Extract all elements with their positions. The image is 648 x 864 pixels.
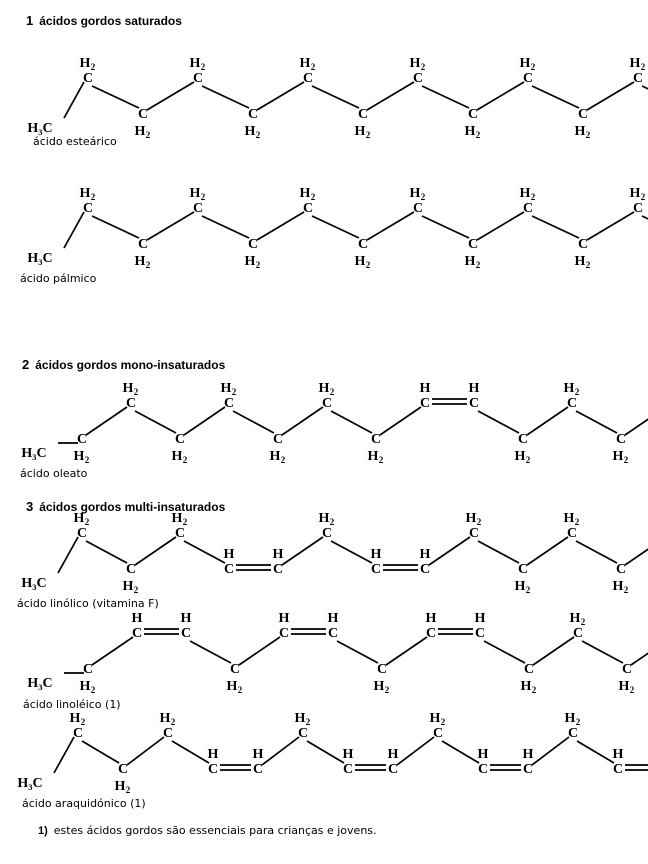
h2-subscript: 2 [329,387,335,397]
h2-label: H [122,381,134,396]
methyl-label: H₃C [21,446,47,461]
h2-label: H [409,186,421,201]
h2-label: H [618,679,630,694]
section-number: 2 [22,357,30,372]
carbon-label: C [82,201,94,216]
h2-label: H [220,381,232,396]
bond-line [631,637,648,665]
bond-line [625,537,648,565]
bond-line [184,541,225,563]
carbon-label: C [302,71,314,86]
h2-label: H [612,579,624,594]
bond-line [642,86,648,108]
carbon-label: C [278,626,290,641]
h2-label: H [574,254,586,269]
carbon-label: C [468,396,480,411]
carbon-label: C [297,726,309,741]
bond-line [532,86,579,108]
h2-label: H [514,449,526,464]
h2-subscript: 2 [84,455,90,465]
h2-subscript: 2 [575,717,581,727]
bond-line [429,537,470,565]
bond-line [92,86,139,108]
carbon-label: C [162,726,174,741]
h2-subscript: 2 [475,260,481,270]
bond-line [202,216,249,238]
h2-subscript: 2 [378,455,384,465]
h2-label: H [629,186,641,201]
h2-label: H [134,124,146,139]
bond-line [64,212,84,248]
carbon-label: C [76,432,88,447]
h2-label: H [519,56,531,71]
bond-line [577,741,614,763]
h2-subscript: 2 [574,387,580,397]
carbon-label: C [577,237,589,252]
h2-label: H [465,511,477,526]
carbon-label: C [517,432,529,447]
vinyl-hydrogen-label: H [419,547,431,562]
vinyl-hydrogen-label: H [425,611,437,626]
bond-line [190,641,231,663]
structure-linoleic-acid [0,605,648,705]
h2-subscript: 2 [133,387,139,397]
carbon-label: C [82,662,94,677]
footnote [38,824,377,837]
h2-label: H [373,679,385,694]
section-number: 1 [26,13,34,28]
bond-line [532,737,569,765]
h2-subscript: 2 [585,130,591,140]
vinyl-hydrogen-label: H [522,747,534,762]
h2-label: H [79,186,91,201]
h2-subscript: 2 [280,455,286,465]
carbon-label: C [425,626,437,641]
h2-label: H [189,56,201,71]
bond-line [367,212,414,240]
h2-subscript: 2 [329,517,335,527]
bond-line [587,212,634,240]
bond-line [184,407,225,435]
bond-line [147,82,194,110]
section-number: 3 [26,499,34,514]
carbon-label: C [137,237,149,252]
carbon-label: C [387,762,399,777]
h2-label: H [294,711,306,726]
caption-stearic-acid: ácido esteárico [33,135,117,148]
h2-label: H [189,186,201,201]
h2-subscript: 2 [476,517,482,527]
h2-label: H [520,679,532,694]
carbon-label: C [370,562,382,577]
section-title: ácidos gordos multi-insaturados [39,500,226,514]
carbon-label: C [76,526,88,541]
methyl-label: H₃C [27,251,53,266]
methyl-label: H₃C [21,576,47,591]
carbon-label: C [632,201,644,216]
bond-line [135,411,176,433]
bond-line [312,216,359,238]
h2-subscript: 2 [629,685,635,695]
bond-line [135,537,176,565]
h2-label: H [226,679,238,694]
carbon-label: C [272,562,284,577]
carbon-label: C [117,762,129,777]
h2-subscript: 2 [580,617,586,627]
carbon-label: C [522,201,534,216]
bond-line [239,637,280,665]
vinyl-hydrogen-label: H [370,547,382,562]
h2-subscript: 2 [530,62,536,72]
bond-line [642,216,648,238]
bond-line [147,212,194,240]
methyl-label: H₃C [27,121,53,136]
h2-label: H [79,56,91,71]
bond-line [331,541,372,563]
carbon-label: C [522,71,534,86]
vinyl-hydrogen-label: H [223,547,235,562]
h2-subscript: 2 [255,260,261,270]
h2-subscript: 2 [90,685,96,695]
h2-label: H [69,711,81,726]
h2-label: H [134,254,146,269]
h2-label: H [354,124,366,139]
carbon-label: C [82,71,94,86]
h2-subscript: 2 [133,585,139,595]
bond-line [282,537,323,565]
bond-line [397,737,434,765]
h2-subscript: 2 [530,192,536,202]
bond-line [386,637,427,665]
carbon-label: C [223,396,235,411]
carbon-label: C [432,726,444,741]
h2-label: H [73,449,85,464]
carbon-label: C [229,662,241,677]
h2-label: H [409,56,421,71]
carbon-label: C [125,396,137,411]
caption-linoleic-acid-vitamin-f: ácido linólico (vitamina F) [17,597,159,610]
carbon-label: C [376,662,388,677]
bond-line [202,86,249,108]
bond-line [367,82,414,110]
h2-label: H [574,124,586,139]
h2-label: H [171,511,183,526]
caption-palmitic-acid: ácido pálmico [20,272,97,285]
bond-line [86,407,127,435]
carbon-label: C [357,237,369,252]
carbon-label: C [566,396,578,411]
carbon-label: C [247,107,259,122]
h2-label: H [318,511,330,526]
bond-line [127,737,164,765]
h2-subscript: 2 [125,785,131,795]
carbon-label: C [467,237,479,252]
h2-label: H [563,381,575,396]
carbon-label: C [327,626,339,641]
h2-label: H [354,254,366,269]
bond-line [307,741,344,763]
h2-subscript: 2 [255,130,261,140]
h2-subscript: 2 [574,517,580,527]
bond-line [422,216,469,238]
bond-line [331,411,372,433]
vinyl-hydrogen-label: H [278,611,290,626]
carbon-label: C [174,526,186,541]
h2-label: H [299,186,311,201]
h2-subscript: 2 [384,685,390,695]
bond-line [478,411,519,433]
bond-line [54,737,74,773]
h2-subscript: 2 [200,192,206,202]
methyl-label: H₃C [17,776,43,791]
carbon-label: C [577,107,589,122]
bond-line [58,537,78,573]
bond-line [625,407,648,435]
carbon-label: C [272,432,284,447]
carbon-label: C [137,107,149,122]
bond-line [282,407,323,435]
h2-subscript: 2 [310,62,316,72]
h2-label: H [171,449,183,464]
vinyl-hydrogen-label: H [387,747,399,762]
carbon-label: C [223,562,235,577]
bond-line [576,541,617,563]
bond-line [64,82,84,118]
bond-line [442,741,479,763]
carbon-label: C [412,71,424,86]
vinyl-hydrogen-label: H [207,747,219,762]
h2-subscript: 2 [182,455,188,465]
h2-label: H [464,254,476,269]
bond-line [532,216,579,238]
section-title: ácidos gordos saturados [39,14,182,28]
h2-subscript: 2 [365,130,371,140]
h2-subscript: 2 [365,260,371,270]
h2-label: H [429,711,441,726]
h2-label: H [299,56,311,71]
h2-subscript: 2 [90,192,96,202]
h2-subscript: 2 [525,585,531,595]
h2-subscript: 2 [170,717,176,727]
carbon-label: C [125,562,137,577]
h2-label: H [569,611,581,626]
carbon-label: C [357,107,369,122]
h2-subscript: 2 [640,192,646,202]
h2-label: H [73,511,85,526]
carbon-label: C [247,237,259,252]
bond-line [533,637,574,665]
h2-label: H [464,124,476,139]
carbon-label: C [370,432,382,447]
h2-label: H [367,449,379,464]
h2-subscript: 2 [623,585,629,595]
h2-subscript: 2 [90,62,96,72]
bond-line [82,741,119,763]
footnote-marker: 1) [38,825,48,837]
carbon-label: C [302,201,314,216]
h2-subscript: 2 [145,130,151,140]
bond-line [172,741,209,763]
section-saturated [26,13,182,28]
carbon-label: C [419,562,431,577]
h2-subscript: 2 [84,517,90,527]
h2-subscript: 2 [200,62,206,72]
bond-line [582,641,623,663]
vinyl-hydrogen-label: H [419,381,431,396]
carbon-label: C [321,396,333,411]
bond-line [92,637,133,665]
vinyl-hydrogen-label: H [477,747,489,762]
carbon-label: C [192,201,204,216]
carbon-label: C [419,396,431,411]
h2-subscript: 2 [440,717,446,727]
carbon-label: C [632,71,644,86]
h2-label: H [612,449,624,464]
vinyl-hydrogen-label: H [327,611,339,626]
bond-line [422,86,469,108]
h2-subscript: 2 [525,455,531,465]
h2-subscript: 2 [420,62,426,72]
h2-label: H [563,511,575,526]
h2-subscript: 2 [145,260,151,270]
carbon-label: C [467,107,479,122]
carbon-label: C [522,762,534,777]
h2-subscript: 2 [623,455,629,465]
carbon-label: C [572,626,584,641]
carbon-label: C [612,762,624,777]
carbon-label: C [207,762,219,777]
caption-arachidonic-acid: ácido araquidónico (1) [22,797,146,810]
carbon-label: C [321,526,333,541]
carbon-label: C [192,71,204,86]
h2-label: H [269,449,281,464]
bond-line [380,407,421,435]
carbon-label: C [252,762,264,777]
h2-label: H [114,779,126,794]
structure-oleic-acid [0,375,648,475]
h2-subscript: 2 [531,685,537,695]
vinyl-hydrogen-label: H [180,611,192,626]
carbon-label: C [621,662,633,677]
footnote-text: estes ácidos gordos são essenciais para crianças e jovens. [53,824,377,837]
carbon-label: C [477,762,489,777]
h2-subscript: 2 [182,517,188,527]
bond-line [576,411,617,433]
carbon-label: C [72,726,84,741]
carbon-label: C [342,762,354,777]
bond-line [478,541,519,563]
bond-line [527,407,568,435]
bond-line [257,82,304,110]
h2-label: H [122,579,134,594]
h2-subscript: 2 [310,192,316,202]
h2-label: H [159,711,171,726]
h2-subscript: 2 [305,717,311,727]
h2-label: H [514,579,526,594]
vinyl-hydrogen-label: H [612,747,624,762]
h2-label: H [318,381,330,396]
carbon-label: C [412,201,424,216]
carbon-label: C [615,562,627,577]
h2-subscript: 2 [237,685,243,695]
h2-label: H [244,254,256,269]
vinyl-hydrogen-label: H [131,611,143,626]
vinyl-hydrogen-label: H [252,747,264,762]
vinyl-hydrogen-label: H [474,611,486,626]
bond-line [477,212,524,240]
carbon-label: C [566,526,578,541]
bond-line [262,737,299,765]
bond-line [92,216,139,238]
bond-line [86,541,127,563]
bond-line [587,82,634,110]
carbon-label: C [523,662,535,677]
h2-label: H [519,186,531,201]
bond-line [527,537,568,565]
h2-subscript: 2 [585,260,591,270]
caption-linoleic-acid: ácido linoléico (1) [23,698,121,711]
h2-label: H [564,711,576,726]
carbon-label: C [131,626,143,641]
bond-line [233,411,274,433]
carbon-label: C [615,432,627,447]
structure-arachidonic-acid [0,705,648,805]
h2-subscript: 2 [475,130,481,140]
bond-line [312,86,359,108]
h2-subscript: 2 [231,387,237,397]
carbon-label: C [517,562,529,577]
carbon-label: C [567,726,579,741]
structure-palmitic-acid [0,180,648,280]
h2-label: H [244,124,256,139]
h2-label: H [629,56,641,71]
carbon-label: C [174,432,186,447]
carbon-label: C [474,626,486,641]
vinyl-hydrogen-label: H [272,547,284,562]
h2-subscript: 2 [640,62,646,72]
vinyl-hydrogen-label: H [342,747,354,762]
h2-subscript: 2 [80,717,86,727]
section-title: ácidos gordos mono-insaturados [35,358,226,372]
bond-line [257,212,304,240]
bond-line [337,641,378,663]
h2-subscript: 2 [420,192,426,202]
caption-oleic-acid: ácido oleato [20,467,88,480]
section-mono-unsaturated [22,357,225,372]
bond-line [484,641,525,663]
structure-linoleic-acid-vitamin-f [0,505,648,605]
carbon-label: C [468,526,480,541]
vinyl-hydrogen-label: H [468,381,480,396]
bond-line [477,82,524,110]
h2-label: H [79,679,91,694]
methyl-label: H₃C [27,676,53,691]
carbon-label: C [180,626,192,641]
